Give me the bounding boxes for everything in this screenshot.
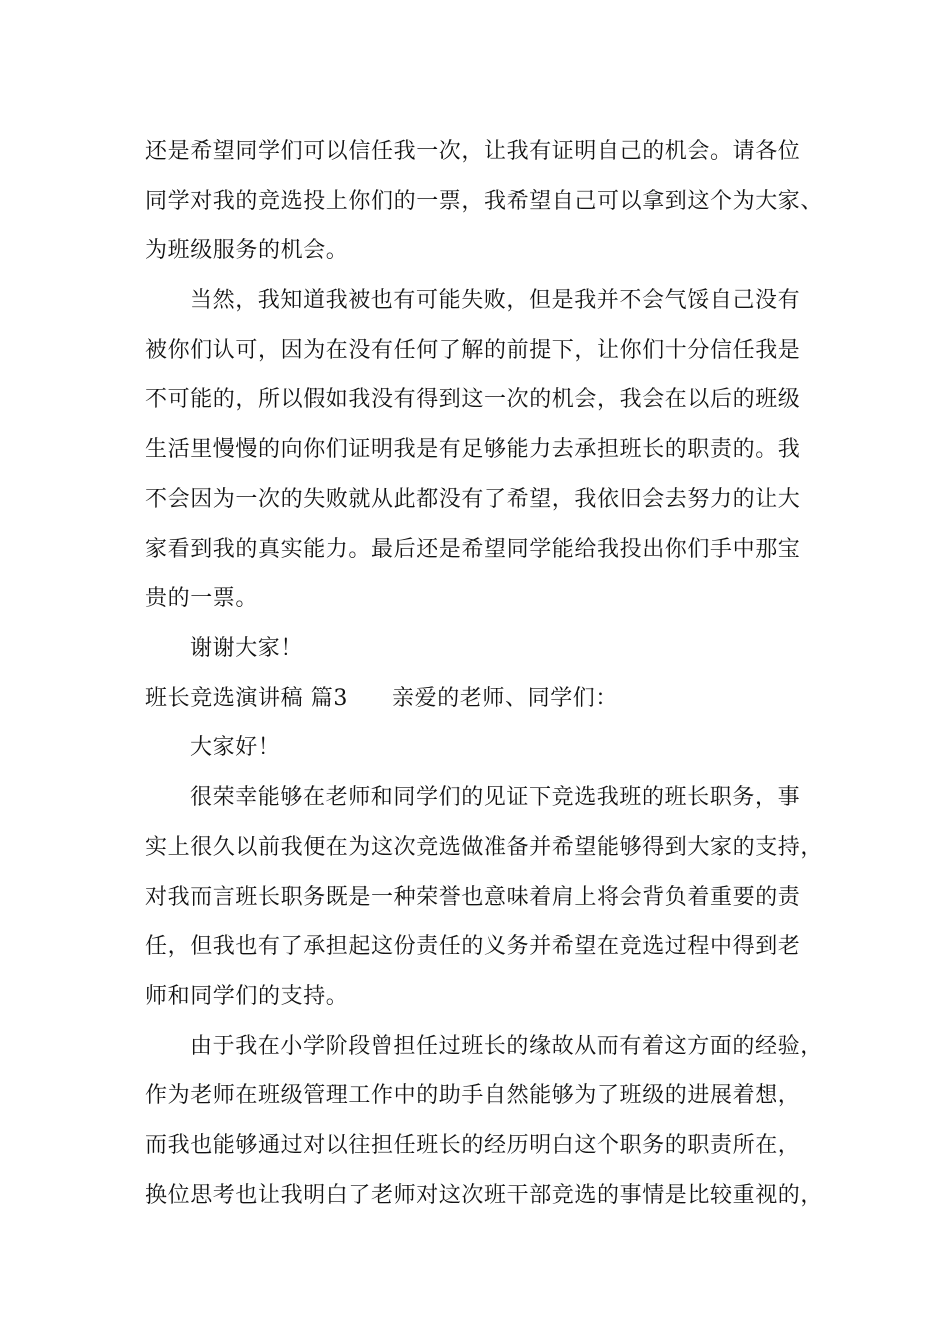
text-line: 换位思考也让我明白了老师对这次班干部竞选的事情是比较重视的， (145, 1183, 824, 1208)
salutation: 亲爱的老师、同学们： (392, 686, 619, 711)
text-line: 贵的一票。 (145, 586, 259, 611)
greeting-line: 大家好！ (190, 735, 281, 760)
text-line: 师和同学们的支持。 (145, 984, 349, 1009)
text-line: 作为老师在班级管理工作中的助手自然能够为了班级的进展着想， (145, 1083, 801, 1108)
section-heading: 班长竞选演讲稿 篇3 (145, 686, 348, 711)
text-line: 被你们认可，因为在没有任何了解的前提下，让你们十分信任我是 (145, 338, 801, 363)
text-line: 家看到我的真实能力。最后还是希望同学能给我投出你们手中那宝 (145, 537, 801, 562)
text-line: 实上很久以前我便在为这次竞选做准备并希望能够得到大家的支持， (145, 835, 824, 860)
text-line: 由于我在小学阶段曾担任过班长的缘故从而有着这方面的经验， (190, 1034, 823, 1059)
text-line: 还是希望同学们可以信任我一次，让我有证明自己的机会。请各位 (145, 139, 801, 164)
text-line: 当然，我知道我被也有可能失败，但是我并不会气馁自己没有 (190, 288, 801, 313)
text-line: 为班级服务的机会。 (145, 238, 349, 263)
text-line: 不会因为一次的失败就从此都没有了希望，我依旧会去努力的让大 (145, 487, 801, 512)
text-line: 同学对我的竞选投上你们的一票，我希望自己可以拿到这个为大家、 (145, 189, 824, 214)
text-line: 不可能的，所以假如我没有得到这一次的机会，我会在以后的班级 (145, 387, 801, 412)
text-line: 生活里慢慢的向你们证明我是有足够能力去承担班长的职责的。我 (145, 437, 801, 462)
thanks-line: 谢谢大家！ (190, 636, 304, 661)
text-line: 而我也能够通过对以往担任班长的经历明白这个职务的职责所在， (145, 1133, 801, 1158)
text-line: 很荣幸能够在老师和同学们的见证下竞选我班的班长职务，事 (190, 785, 801, 810)
text-line: 对我而言班长职务既是一种荣誉也意味着肩上将会背负着重要的责 (145, 885, 801, 910)
text-line: 任，但我也有了承担起这份责任的义务并希望在竞选过程中得到老 (145, 934, 801, 959)
section-heading-line (145, 684, 618, 714)
